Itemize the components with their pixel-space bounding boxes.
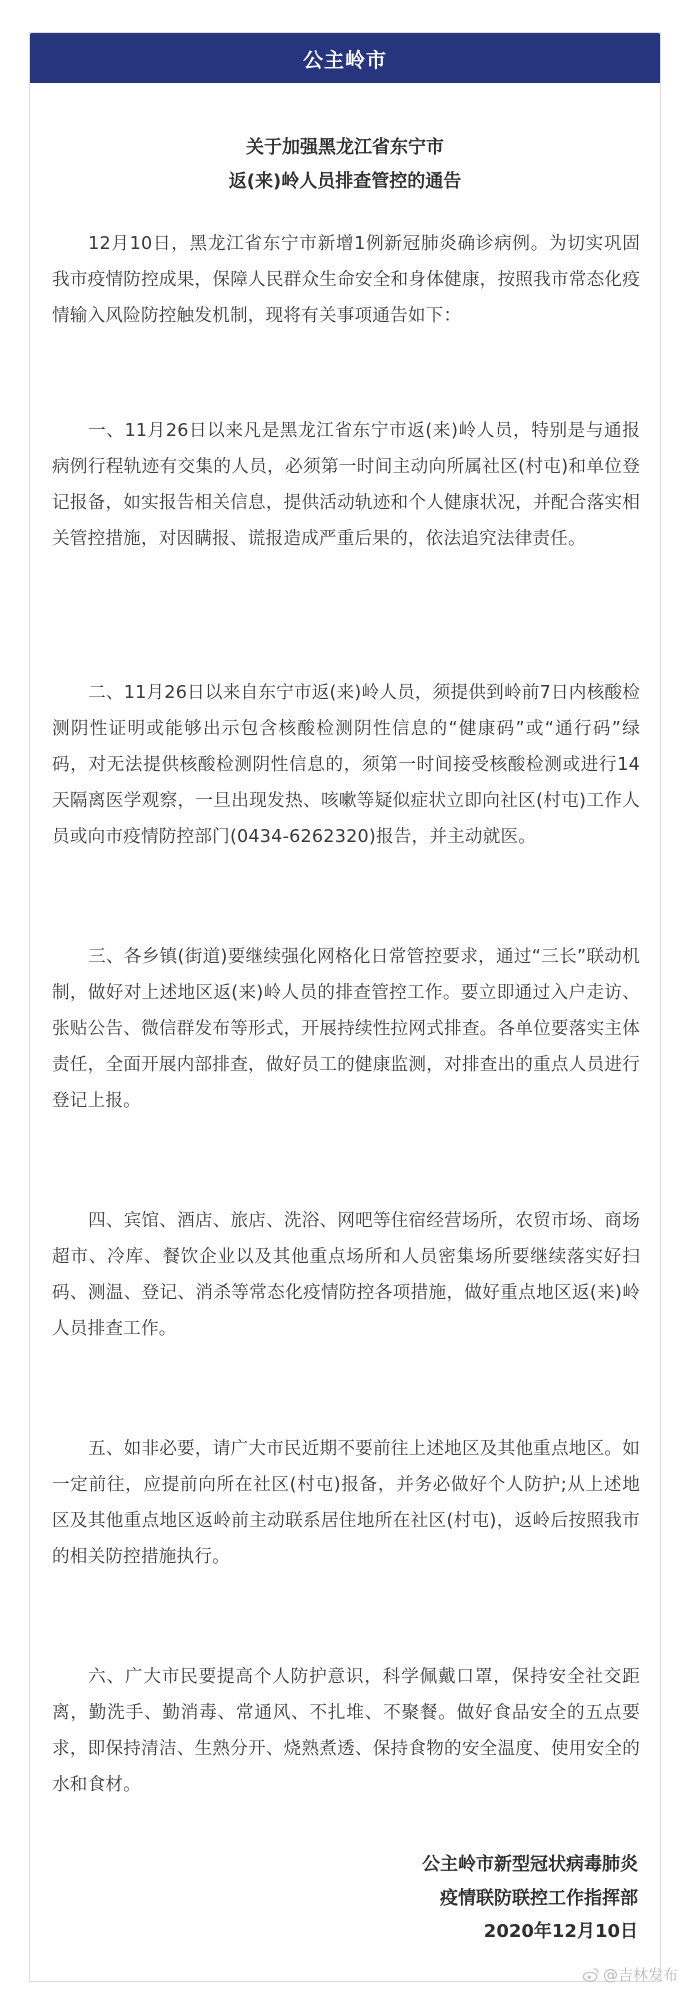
header-bar [30,33,660,83]
notice-item-6: 六、广大市民要提高个人防护意识，科学佩戴口罩，保持安全社交距离，勤洗手、勤消毒、常通风、不扎堆、不聚餐。做好食品安全的五点要求，即保持清洁、生熟分开、烧熟煮透、保持食物的安全温度、使用安全的水和食材。 [52,1667,640,1795]
watermark-text: @吉林发布 [602,1966,678,1984]
notice-card [29,32,661,1982]
notice-item-3: 三、各乡镇(街道)要继续强化网格化日常管控要求，通过“三长”联动机制，做好对上述地区返(来)岭人员的排查管控工作。要立即通过入户走访、张贴公告、微信群发布等形式，开展持续性拉网式排查。各单位要落实主体责任，全面开展内部排查，做好员工的健康监测，对排查出的重点人员进行登记上报。 [52,947,640,1111]
notice-item-2: 二、11月26日以来自东宁市返(来)岭人员，须提供到岭前7日内核酸检测阴性证明或能够出示包含核酸检测阴性信息的“健康码”或“通行码”绿码，对无法提供核酸检测阴性信息的，须第一时间接受核酸检测或进行14天隔离医学观察，一旦出现发热、咳嗽等疑似症状立即向社区(村屯)工作人员或向市疫情防控部门(0434-6262320)报告，并主动就医。 [52,683,640,847]
notice-item-1: 一、11月26日以来凡是黑龙江省东宁市返(来)岭人员，特别是与通报病例行程轨迹有交集的人员，必须第一时间主动向所属社区(村屯)和单位登记报备，如实报告相关信息，提供活动轨迹和个人健康状况，并配合落实相关管控措施，对因瞒报、谎报造成严重后果的，依法追究法律责任。 [52,421,640,549]
watermark [582,1964,678,1985]
notice-date: 2020年12月10日 [483,1921,638,1942]
weibo-icon [582,1966,600,1984]
notice-intro-paragraph: 12月10日，黑龙江省东宁市新增1例新冠肺炎确诊病例。为切实巩固我市疫情防控成果，保障人民群众生命安全和身体健康，按照我市常态化疫情输入风险防控触发机制，现将有关事项通告如下： [52,234,640,326]
notice-item-5: 五、如非必要，请广大市民近期不要前往上述地区及其他重点地区。如一定前往，应提前向所在社区(村屯)报备，并务必做好个人防护;从上述地区及其他重点地区返岭前主动联系居住地所在社区(村屯)，返岭后按照我市的相关防控措施执行。 [52,1439,640,1567]
notice-title-line1: 关于加强黑龙江省东宁市 [246,137,444,158]
notice-title-line2: 返(来)岭人员排查管控的通告 [228,171,462,192]
notice-item-4: 四、宾馆、酒店、旅店、洗浴、网吧等住宿经营场所，农贸市场、商场超市、冷库、餐饮企业以及其他重点场所和人员密集场所要继续落实好扫码、测温、登记、消杀等常态化疫情防控各项措施，做好重点地区返(来)岭人员排查工作。 [52,1211,640,1339]
signature-line2: 疫情联防联控工作指挥部 [440,1888,638,1909]
signature-line1: 公主岭市新型冠状病毒肺炎 [422,1854,638,1875]
header-title: 公主岭市 [303,47,387,72]
